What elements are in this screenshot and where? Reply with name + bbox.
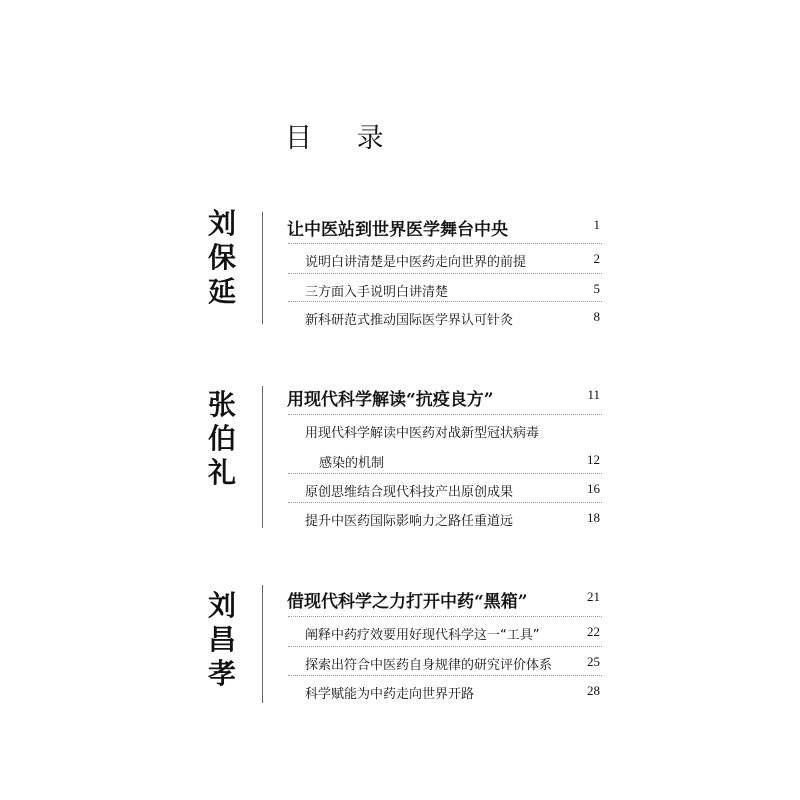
dotted-divider bbox=[288, 473, 602, 474]
author-char: 刘 bbox=[207, 207, 236, 240]
toc-sub-title: 新科研范式推动国际医学界认可针灸 bbox=[305, 313, 514, 328]
author-char: 延 bbox=[207, 275, 236, 308]
dotted-divider bbox=[288, 273, 602, 274]
author-char: 礼 bbox=[207, 456, 236, 489]
toc-page-number: 21 bbox=[587, 589, 600, 604]
dotted-divider bbox=[288, 414, 602, 415]
section-divider bbox=[262, 585, 263, 703]
toc-page-number: 18 bbox=[587, 510, 600, 525]
toc-sub-entry[interactable] bbox=[288, 646, 602, 676]
section-divider bbox=[262, 386, 263, 528]
toc-page-number: 12 bbox=[587, 452, 600, 467]
toc-sub-title: 科学赋能为中药走向世界开路 bbox=[305, 687, 475, 702]
toc-page-number: 22 bbox=[587, 624, 600, 639]
toc-sub-title: 三方面入手说明白讲清楚 bbox=[305, 285, 449, 300]
toc-page-number: 2 bbox=[593, 251, 600, 266]
toc-sub-title: 提升中医药国际影响力之路任重道远 bbox=[305, 514, 514, 529]
toc-page-number: 16 bbox=[587, 481, 600, 496]
toc-page-number: 1 bbox=[593, 217, 600, 232]
toc-page-number: 28 bbox=[587, 683, 600, 698]
toc-sub-entry[interactable] bbox=[288, 616, 602, 646]
dotted-divider bbox=[288, 243, 602, 244]
author-name bbox=[200, 589, 244, 691]
toc-sub-title: 说明白讲清楚是中医药走向世界的前提 bbox=[305, 255, 527, 270]
toc-main-title: 借现代科学之力打开中药“黑箱” bbox=[287, 592, 528, 612]
author-char: 保 bbox=[207, 241, 236, 274]
author-char: 伯 bbox=[207, 422, 236, 455]
toc-sub-title: 探索出符合中医药自身规律的研究评价体系 bbox=[305, 658, 553, 673]
toc-sub-title: 原创思维结合现代科技产出原创成果 bbox=[305, 485, 514, 500]
toc-sub-entry[interactable] bbox=[288, 675, 602, 705]
author-name bbox=[200, 388, 244, 490]
toc-page-number: 11 bbox=[587, 387, 600, 402]
toc-main-entry[interactable] bbox=[287, 385, 602, 411]
toc-main-entry[interactable] bbox=[287, 215, 602, 241]
toc-sub-title-continued: 感染的机制 bbox=[319, 456, 385, 471]
dotted-divider bbox=[288, 646, 602, 647]
toc-sub-entry[interactable] bbox=[288, 502, 602, 532]
toc-main-entry[interactable] bbox=[287, 587, 602, 613]
section-divider bbox=[262, 212, 263, 324]
toc-sub-entry[interactable] bbox=[288, 273, 602, 303]
author-char: 昌 bbox=[207, 623, 236, 656]
toc-sub-entry[interactable] bbox=[288, 243, 602, 273]
author-name bbox=[200, 207, 244, 309]
toc-main-title: 让中医站到世界医学舞台中央 bbox=[287, 220, 508, 240]
toc-sub-entry[interactable] bbox=[288, 414, 602, 444]
toc-page-number: 25 bbox=[587, 654, 600, 669]
author-char: 刘 bbox=[207, 589, 236, 622]
toc-sub-title: 阐释中药疗效要用好现代科学这一“工具” bbox=[305, 628, 540, 643]
dotted-divider bbox=[288, 502, 602, 503]
toc-page-number: 8 bbox=[593, 309, 600, 324]
toc-sub-entry[interactable] bbox=[288, 444, 602, 474]
dotted-divider bbox=[288, 616, 602, 617]
dotted-divider bbox=[288, 675, 602, 676]
page-title: 目 录 bbox=[285, 123, 402, 154]
toc-sub-entry[interactable] bbox=[288, 473, 602, 503]
toc-sub-title: 用现代科学解读中医药对战新型冠状病毒 bbox=[305, 426, 540, 441]
author-char: 张 bbox=[207, 388, 236, 421]
toc-sub-entry[interactable] bbox=[288, 301, 602, 331]
dotted-divider bbox=[288, 301, 602, 302]
toc-page-number: 5 bbox=[593, 281, 600, 296]
toc-main-title: 用现代科学解读“抗疫良方” bbox=[287, 390, 494, 410]
author-char: 孝 bbox=[207, 657, 236, 690]
